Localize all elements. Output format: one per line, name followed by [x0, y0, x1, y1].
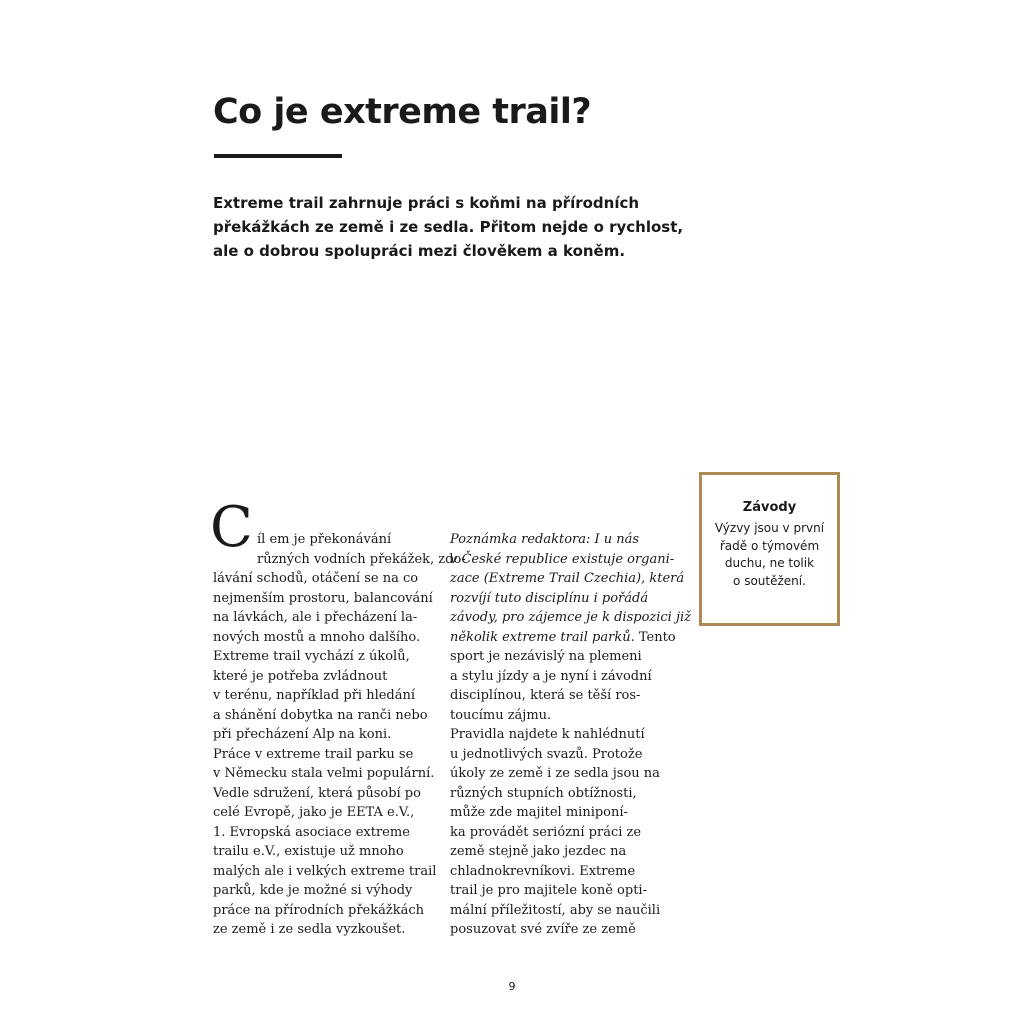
body-line: malých ale i velkých extreme trail — [213, 863, 437, 879]
title-underline — [214, 154, 342, 158]
editor-note-line: rozvíjí tuto disciplínu i pořádá — [450, 590, 649, 606]
body-line: nových mostů a mnoho dalšího. — [213, 629, 421, 645]
right-column-text — [450, 530, 691, 940]
editor-note-end: několik extreme trail parků. — [450, 629, 635, 645]
sidebar-box-line: Výzvy jsou v první — [714, 521, 825, 535]
body-line: a stylu jízdy a je nyní i závodní — [450, 668, 652, 684]
body-line: trailu e.V., existuje už mnoho — [213, 844, 404, 859]
body-line: parků, kde je možné si výhody — [213, 883, 413, 898]
body-line: při přecházení Alp na koni. — [213, 727, 392, 742]
sidebar-box-title: Závody — [742, 500, 797, 515]
body-line: nejmenším prostoru, balancování — [213, 590, 433, 606]
body-line: Extreme trail vychází z úkolů, — [213, 649, 410, 664]
body-line: celé Evropě, jako je EETA e.V., — [213, 805, 415, 820]
body-line: íl em je překonávání — [257, 532, 392, 547]
body-line: různých stupních obtížnosti, — [450, 785, 637, 801]
body-line: může zde majitel miniponí- — [450, 805, 628, 820]
editor-note-line: závody, pro zájemce je k dispozici již — [450, 610, 692, 625]
body-line: posuzovat své zvíře ze země — [450, 922, 636, 937]
body-line: chladnokrevníkovi. Extreme — [450, 863, 636, 879]
body-line: sport je nezávislý na plemeni — [450, 649, 642, 664]
body-line: různých vodních překážek, zdo- — [257, 551, 466, 567]
body-line: 1. Evropská asociace extreme — [213, 824, 410, 840]
body-line: Práce v extreme trail parku se — [213, 746, 414, 762]
body-line: Vedle sdružení, která působí po — [213, 785, 421, 801]
lead-paragraph — [213, 191, 683, 263]
sidebar-box-line: o soutěžení. — [733, 573, 806, 588]
body-line: v terénu, například při hledání — [213, 688, 416, 703]
body-line: země stejně jako jezdec na — [450, 844, 627, 859]
left-column-text — [213, 530, 466, 940]
sidebar-box-line: řadě o týmovém — [719, 538, 820, 553]
body-line: toucímu zájmu. — [450, 707, 552, 723]
editor-note-line: v České republice existuje organi- — [450, 551, 675, 567]
editor-note-line: zace (Extreme Trail Czechia), která — [450, 571, 685, 586]
body-line: v Německu stala velmi populární. — [213, 766, 435, 781]
body-line: disciplínou, která se těší ros- — [450, 688, 641, 703]
lead-line: Extreme trail zahrnuje práci s koňmi na přírodních — [213, 194, 640, 212]
body-line: na lávkách, ale i přecházení la- — [213, 610, 418, 625]
page-title: Co je extreme trail? — [213, 92, 592, 132]
body-line: u jednotlivých svazů. Protože — [450, 746, 643, 762]
body-line: úkoly ze země i ze sedla jsou na — [450, 766, 660, 781]
body-line: mální příležitostí, aby se naučili — [450, 902, 661, 918]
drop-cap: C — [210, 495, 253, 560]
body-fragment: Tento — [634, 629, 676, 645]
body-line: a shánění dobytka na ranči nebo — [213, 707, 428, 723]
body-line: lávání schodů, otáčení se na co — [213, 571, 419, 586]
body-line: které je potřeba zvládnout — [213, 668, 388, 684]
editor-note-line: Poznámka redaktora: I u nás — [450, 532, 640, 547]
lead-line: ale o dobrou spolupráci mezi člověkem a koněm. — [213, 242, 626, 260]
lead-line: překážkách ze země i ze sedla. Přitom nejde o rychlost, — [213, 218, 684, 236]
body-line: Pravidla najdete k nahlédnutí — [450, 727, 645, 742]
sidebar-box-text — [702, 520, 837, 590]
body-line: trail je pro majitele koně opti- — [450, 883, 647, 898]
mixed-line — [450, 628, 691, 648]
body-line: práce na přírodních překážkách — [213, 902, 425, 918]
sidebar-box-line: duchu, ne tolik — [724, 556, 815, 570]
body-line: ze země i ze sedla vyzkoušet. — [213, 922, 406, 937]
page-number: 9 — [508, 980, 516, 993]
sidebar-box — [699, 472, 840, 626]
body-line: ka provádět seriózní práci ze — [450, 824, 642, 840]
